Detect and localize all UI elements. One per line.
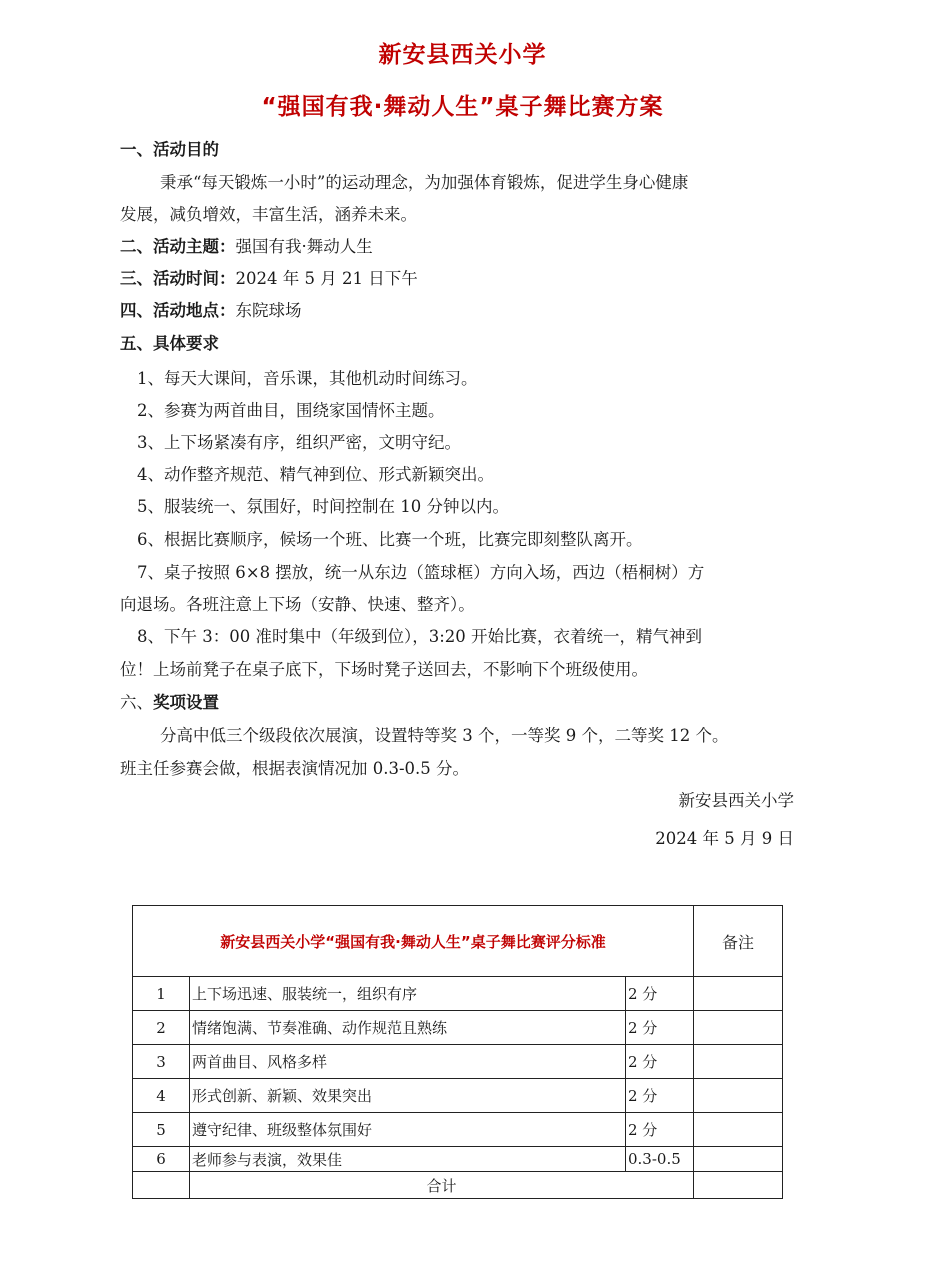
row-criterion: 形式创新、新颖、效果突出: [190, 1079, 626, 1113]
table-row: [133, 1079, 783, 1113]
school-title: 新安县西关小学: [378, 42, 547, 68]
place-heading: 四、活动地点：: [120, 301, 236, 320]
row-index: 6: [133, 1147, 190, 1172]
row-criterion: 上下场迅速、服装统一，组织有序: [190, 977, 626, 1011]
requirement-8-line2: 位！上场前凳子在桌子底下，下场时凳子送回去，不影响下个班级使用。: [120, 660, 648, 679]
row-note: [694, 1147, 783, 1172]
row-score: 0.3-0.5: [626, 1147, 694, 1172]
award-line: [120, 692, 219, 714]
document-title: “强国有我·舞动人生”桌子舞比赛方案: [261, 94, 664, 120]
requirement-7-line1: 7、桌子按照 6×8 摆放，统一从东边（篮球框）方向入场，西边（梧桐树）方: [137, 563, 705, 582]
total-label: 合计: [190, 1172, 694, 1199]
table-row: [133, 1045, 783, 1079]
row-score: 2 分: [626, 1113, 694, 1147]
purpose-heading: 一、活动目的: [120, 140, 219, 159]
time-heading: 三、活动时间：: [120, 269, 236, 288]
row-index: 2: [133, 1011, 190, 1045]
total-index-cell: [133, 1172, 190, 1199]
requirement-5: 5、服装统一、氛围好，时间控制在 10 分钟以内。: [137, 497, 509, 516]
purpose-text-line2: 发展，减负增效，丰富生活，涵养未来。: [120, 205, 417, 224]
requirement-7-line2: 向退场。各班注意上下场（安静、快速、整齐）。: [120, 595, 475, 614]
row-score: 2 分: [626, 1011, 694, 1045]
award-text-line2: 班主任参赛会做，根据表演情况加 0.3-0.5 分。: [120, 759, 470, 778]
row-index: 5: [133, 1113, 190, 1147]
note-header: 备注: [694, 906, 783, 977]
theme-line: [120, 236, 373, 258]
theme-value: 强国有我·舞动人生: [235, 237, 373, 256]
time-value: 2024 年 5 月 21 日下午: [235, 269, 418, 288]
place-line: [120, 300, 302, 322]
requirement-4: 4、动作整齐规范、精气神到位、形式新颖突出。: [137, 465, 494, 484]
scoring-table: [132, 905, 783, 1199]
table-row: [133, 1113, 783, 1147]
table-row: [133, 1011, 783, 1045]
purpose-text-line1: 秉承“每天锻炼一小时”的运动理念，为加强体育锻炼，促进学生身心健康: [160, 173, 689, 192]
total-row: [133, 1172, 783, 1199]
requirement-2: 2、参赛为两首曲目，围绕家国情怀主题。: [137, 401, 445, 420]
row-criterion: 两首曲目、风格多样: [190, 1045, 626, 1079]
row-index: 1: [133, 977, 190, 1011]
award-heading: 奖项设置: [153, 693, 219, 712]
place-value: 东院球场: [235, 301, 302, 320]
total-note-cell: [694, 1172, 783, 1199]
row-note: [694, 1011, 783, 1045]
award-number: 六、: [120, 693, 153, 712]
row-score: 2 分: [626, 1045, 694, 1079]
requirements-heading: 五、具体要求: [120, 334, 219, 353]
award-text-line1: 分高中低三个级段依次展演，设置特等奖 3 个，一等奖 9 个，二等奖 12 个。: [160, 726, 729, 745]
requirement-1: 1、每天大课间，音乐课，其他机动时间练习。: [137, 369, 478, 388]
row-note: [694, 1113, 783, 1147]
requirement-8-line1: 8、下午 3：00 准时集中（年级到位），3:20 开始比赛，衣着统一，精气神到: [137, 627, 703, 646]
table-title: 新安县西关小学“强国有我·舞动人生”桌子舞比赛评分标准: [133, 906, 694, 977]
row-note: [694, 1045, 783, 1079]
signature-org: 新安县西关小学: [678, 791, 794, 810]
row-note: [694, 1079, 783, 1113]
row-criterion: 情绪饱满、节奏准确、动作规范且熟练: [190, 1011, 626, 1045]
row-score: 2 分: [626, 1079, 694, 1113]
table-row: [133, 1147, 783, 1172]
theme-heading: 二、活动主题：: [120, 237, 236, 256]
row-score: 2 分: [626, 977, 694, 1011]
row-criterion: 遵守纪律、班级整体氛围好: [190, 1113, 626, 1147]
requirement-6: 6、根据比赛顺序，候场一个班、比赛一个班，比赛完即刻整队离开。: [137, 530, 643, 549]
table-row: [133, 977, 783, 1011]
row-index: 4: [133, 1079, 190, 1113]
requirement-3: 3、上下场紧凑有序，组织严密，文明守纪。: [137, 433, 461, 452]
time-line: [120, 268, 418, 290]
signature-date: 2024 年 5 月 9 日: [655, 829, 794, 848]
row-index: 3: [133, 1045, 190, 1079]
table-header-row: [133, 906, 783, 977]
row-note: [694, 977, 783, 1011]
row-criterion: 老师参与表演，效果佳: [190, 1147, 626, 1172]
